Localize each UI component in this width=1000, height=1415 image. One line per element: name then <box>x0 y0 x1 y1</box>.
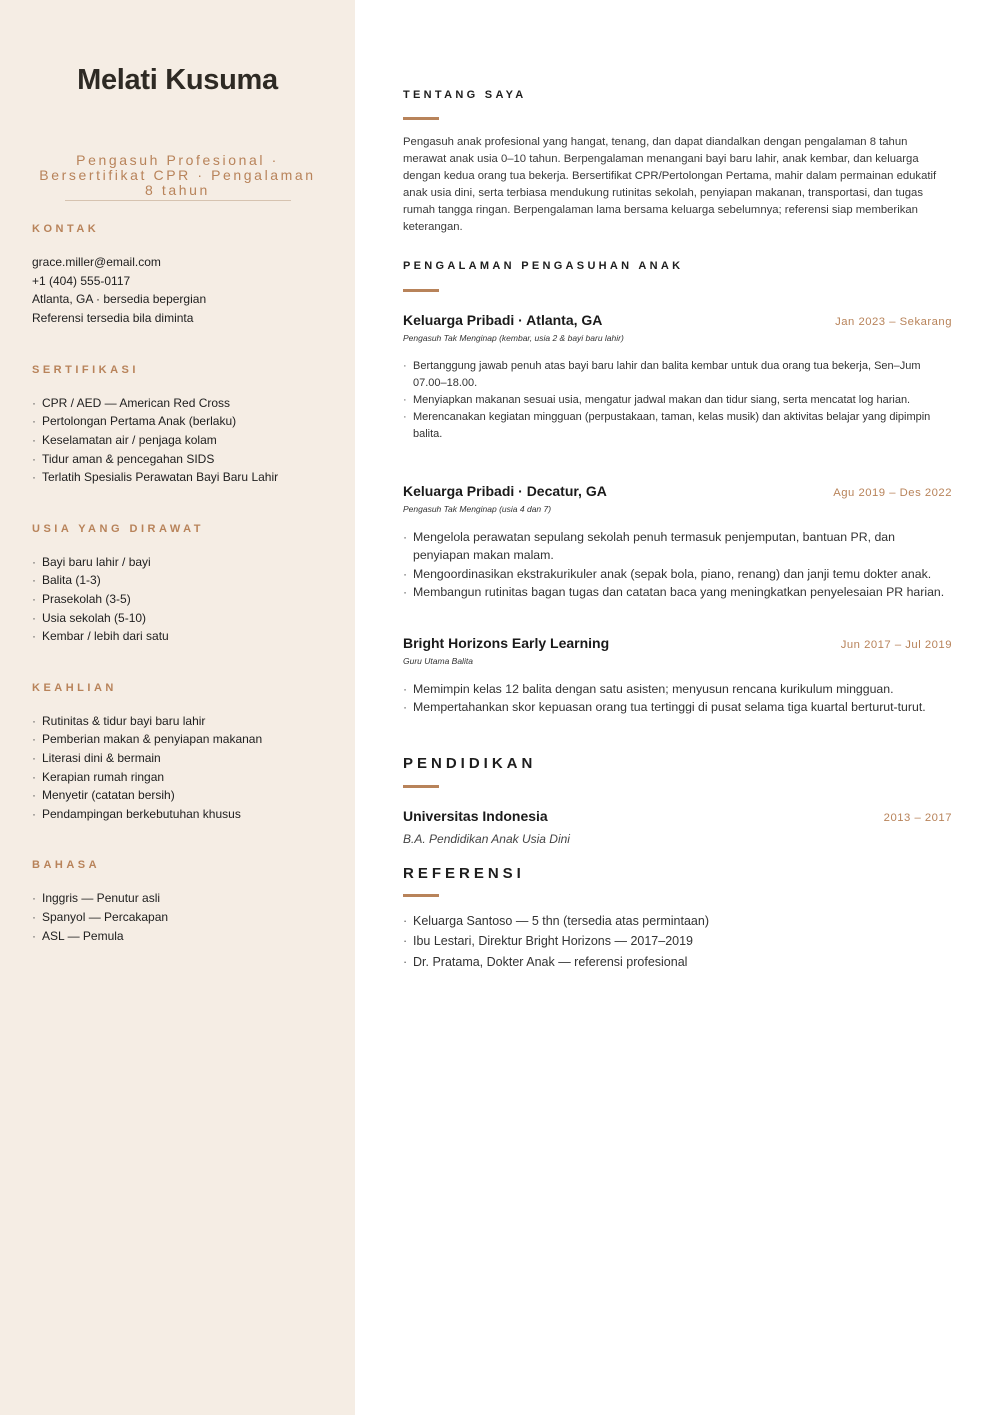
list-item: · Spanyol — Percakapan <box>32 908 323 927</box>
list-item: · Pemberian makan & penyiapan makanan <box>32 730 323 749</box>
list-item: · ASL — Pemula <box>32 927 323 946</box>
list-item: · Tidur aman & pencegahan SIDS <box>32 450 323 469</box>
job-bullets <box>403 358 952 443</box>
list-item: · Bayi baru lahir / bayi <box>32 553 323 572</box>
contact-heading: KONTAK <box>32 223 100 235</box>
list-item: · Ibu Lestari, Direktur Bright Horizons — 2017–2019 <box>403 931 952 951</box>
job-role: Pengasuh Tak Menginap (usia 4 dan 7) <box>403 504 552 514</box>
experience-rule <box>403 289 439 292</box>
list-item: · Bertanggung jawab penuh atas bayi baru lahir dan balita kembar untuk dua orang tua bekerja, Sen–Jum 07.00–18.00. <box>403 358 952 392</box>
references-list <box>403 911 952 972</box>
job-role: Guru Utama Balita <box>403 656 473 666</box>
skills-section <box>32 682 323 824</box>
education-entry <box>403 808 952 846</box>
about-text: Pengasuh anak profesional yang hangat, tenang, dan dapat diandalkan dengan pengalaman 8 tahun merawat anak usia 0–10 tahun. Berpengalaman menangani bayi baru lahir, anak kembar, dan keluarga dengan kedua orang tua bekerja. Bersertifikat CPR/Pertolongan Pertama, mahir dalam permainan edukatif anak usia dini, serta terbiasa mendukung rutinitas sekolah, penyiapan makanan, transportasi, dan tugas rumah tangga ringan. Berpengalaman lama bersama keluarga sebelumnya; referensi siap memberikan keterangan. <box>403 136 937 233</box>
languages-list <box>32 889 323 945</box>
sidebar <box>0 0 355 1415</box>
job-role: Pengasuh Tak Menginap (kembar, usia 2 & bayi baru lahir) <box>403 333 624 343</box>
job-date: Jun 2017 – Jul 2019 <box>840 639 952 651</box>
job-bullets <box>403 680 952 717</box>
job-title: Keluarga Pribadi · Atlanta, GA <box>403 312 603 328</box>
education-rule <box>403 785 439 788</box>
job-bullets <box>403 528 952 601</box>
about-rule <box>403 117 439 120</box>
contact-phone[interactable]: +1 (404) 555-0117 <box>32 273 131 288</box>
job-date: Jan 2023 – Sekarang <box>835 316 952 328</box>
list-item: · Rutinitas & tidur bayi baru lahir <box>32 712 323 731</box>
certifications-heading: SERTIFIKASI <box>32 363 139 376</box>
list-item: · Keselamatan air / penjaga kolam <box>32 431 323 450</box>
certifications-list <box>32 394 323 487</box>
contact-email[interactable]: grace.miller@email.com <box>32 255 161 269</box>
tagline: Pengasuh Profesional · Bersertifikat CPR · Pengalaman 8 tahun <box>39 152 316 198</box>
job-title: Bright Horizons Early Learning <box>403 635 610 651</box>
job-entry-2 <box>403 483 952 601</box>
candidate-name: Melati Kusuma <box>77 64 278 96</box>
school-name: Universitas Indonesia <box>403 808 548 824</box>
list-item: · Menyiapkan makanan sesuai usia, mengatur jadwal makan dan tidur siang, serta mencatat log harian. <box>403 392 952 409</box>
list-item: · Dr. Pratama, Dokter Anak — referensi profesional <box>403 952 952 972</box>
contact-section <box>32 223 323 328</box>
list-item: · Prasekolah (3-5) <box>32 590 323 609</box>
job-entry-1 <box>403 312 952 443</box>
contact-location: Atlanta, GA · bersedia bepergian <box>32 292 207 307</box>
degree: B.A. Pendidikan Anak Usia Dini <box>403 832 570 846</box>
list-item: · Memimpin kelas 12 balita dengan satu asisten; menyusun rencana kurikulum mingguan. <box>403 680 952 698</box>
list-item: · Pertolongan Pertama Anak (berlaku) <box>32 412 323 431</box>
skills-list <box>32 712 323 824</box>
education-date: 2013 – 2017 <box>883 812 952 824</box>
contact-list <box>32 253 323 328</box>
job-date: Agu 2019 – Des 2022 <box>833 487 952 499</box>
about-heading: TENTANG SAYA <box>403 89 527 101</box>
references-rule <box>403 894 439 897</box>
list-item: · Terlatih Spesialis Perawatan Bayi Baru Lahir <box>32 468 323 487</box>
list-item: · Mengelola perawatan sepulang sekolah penuh termasuk penjemputan, bantuan PR, dan penyiapan makan malam. <box>403 528 952 565</box>
list-item: · Usia sekolah (5-10) <box>32 609 323 628</box>
list-item: · Menyetir (catatan bersih) <box>32 786 323 805</box>
contact-references-note: Referensi tersedia bila diminta <box>32 311 194 326</box>
languages-section <box>32 859 323 945</box>
languages-heading: BAHASA <box>32 859 101 872</box>
list-item: · Kerapian rumah ringan <box>32 768 323 787</box>
experience-heading: PENGALAMAN PENGASUHAN ANAK <box>403 260 684 272</box>
ages-list <box>32 553 323 646</box>
list-item: · Literasi dini & bermain <box>32 749 323 768</box>
tagline-divider <box>65 200 291 201</box>
list-item: · CPR / AED — American Red Cross <box>32 394 323 413</box>
ages-heading: USIA YANG DIRAWAT <box>32 522 204 535</box>
job-title: Keluarga Pribadi · Decatur, GA <box>403 483 607 499</box>
list-item: · Pendampingan berkebutuhan khusus <box>32 805 323 824</box>
certifications-section <box>32 364 323 487</box>
list-item: · Mempertahankan skor kepuasan orang tua tertinggi di pusat selama tiga kuartal berturut-turut. <box>403 698 952 716</box>
ages-section <box>32 523 323 646</box>
references-heading: REFERENSI <box>403 865 525 882</box>
list-item: · Mengoordinasikan ekstrakurikuler anak (sepak bola, piano, renang) dan janji temu dokter anak. <box>403 565 952 583</box>
list-item: · Kembar / lebih dari satu <box>32 627 323 646</box>
education-heading: PENDIDIKAN <box>403 755 537 772</box>
list-item: · Inggris — Penutur asli <box>32 889 323 908</box>
list-item: · Balita (1-3) <box>32 571 323 590</box>
job-entry-3 <box>403 635 952 717</box>
list-item: · Membangun rutinitas bagan tugas dan catatan baca yang meningkatkan penyelesaian PR harian. <box>403 583 952 601</box>
list-item: · Merencanakan kegiatan mingguan (perpustakaan, taman, kelas musik) dan aktivitas belajar yang dipimpin balita. <box>403 409 952 443</box>
skills-heading: KEAHLIAN <box>32 681 117 694</box>
list-item: · Keluarga Santoso — 5 thn (tersedia atas permintaan) <box>403 911 952 931</box>
